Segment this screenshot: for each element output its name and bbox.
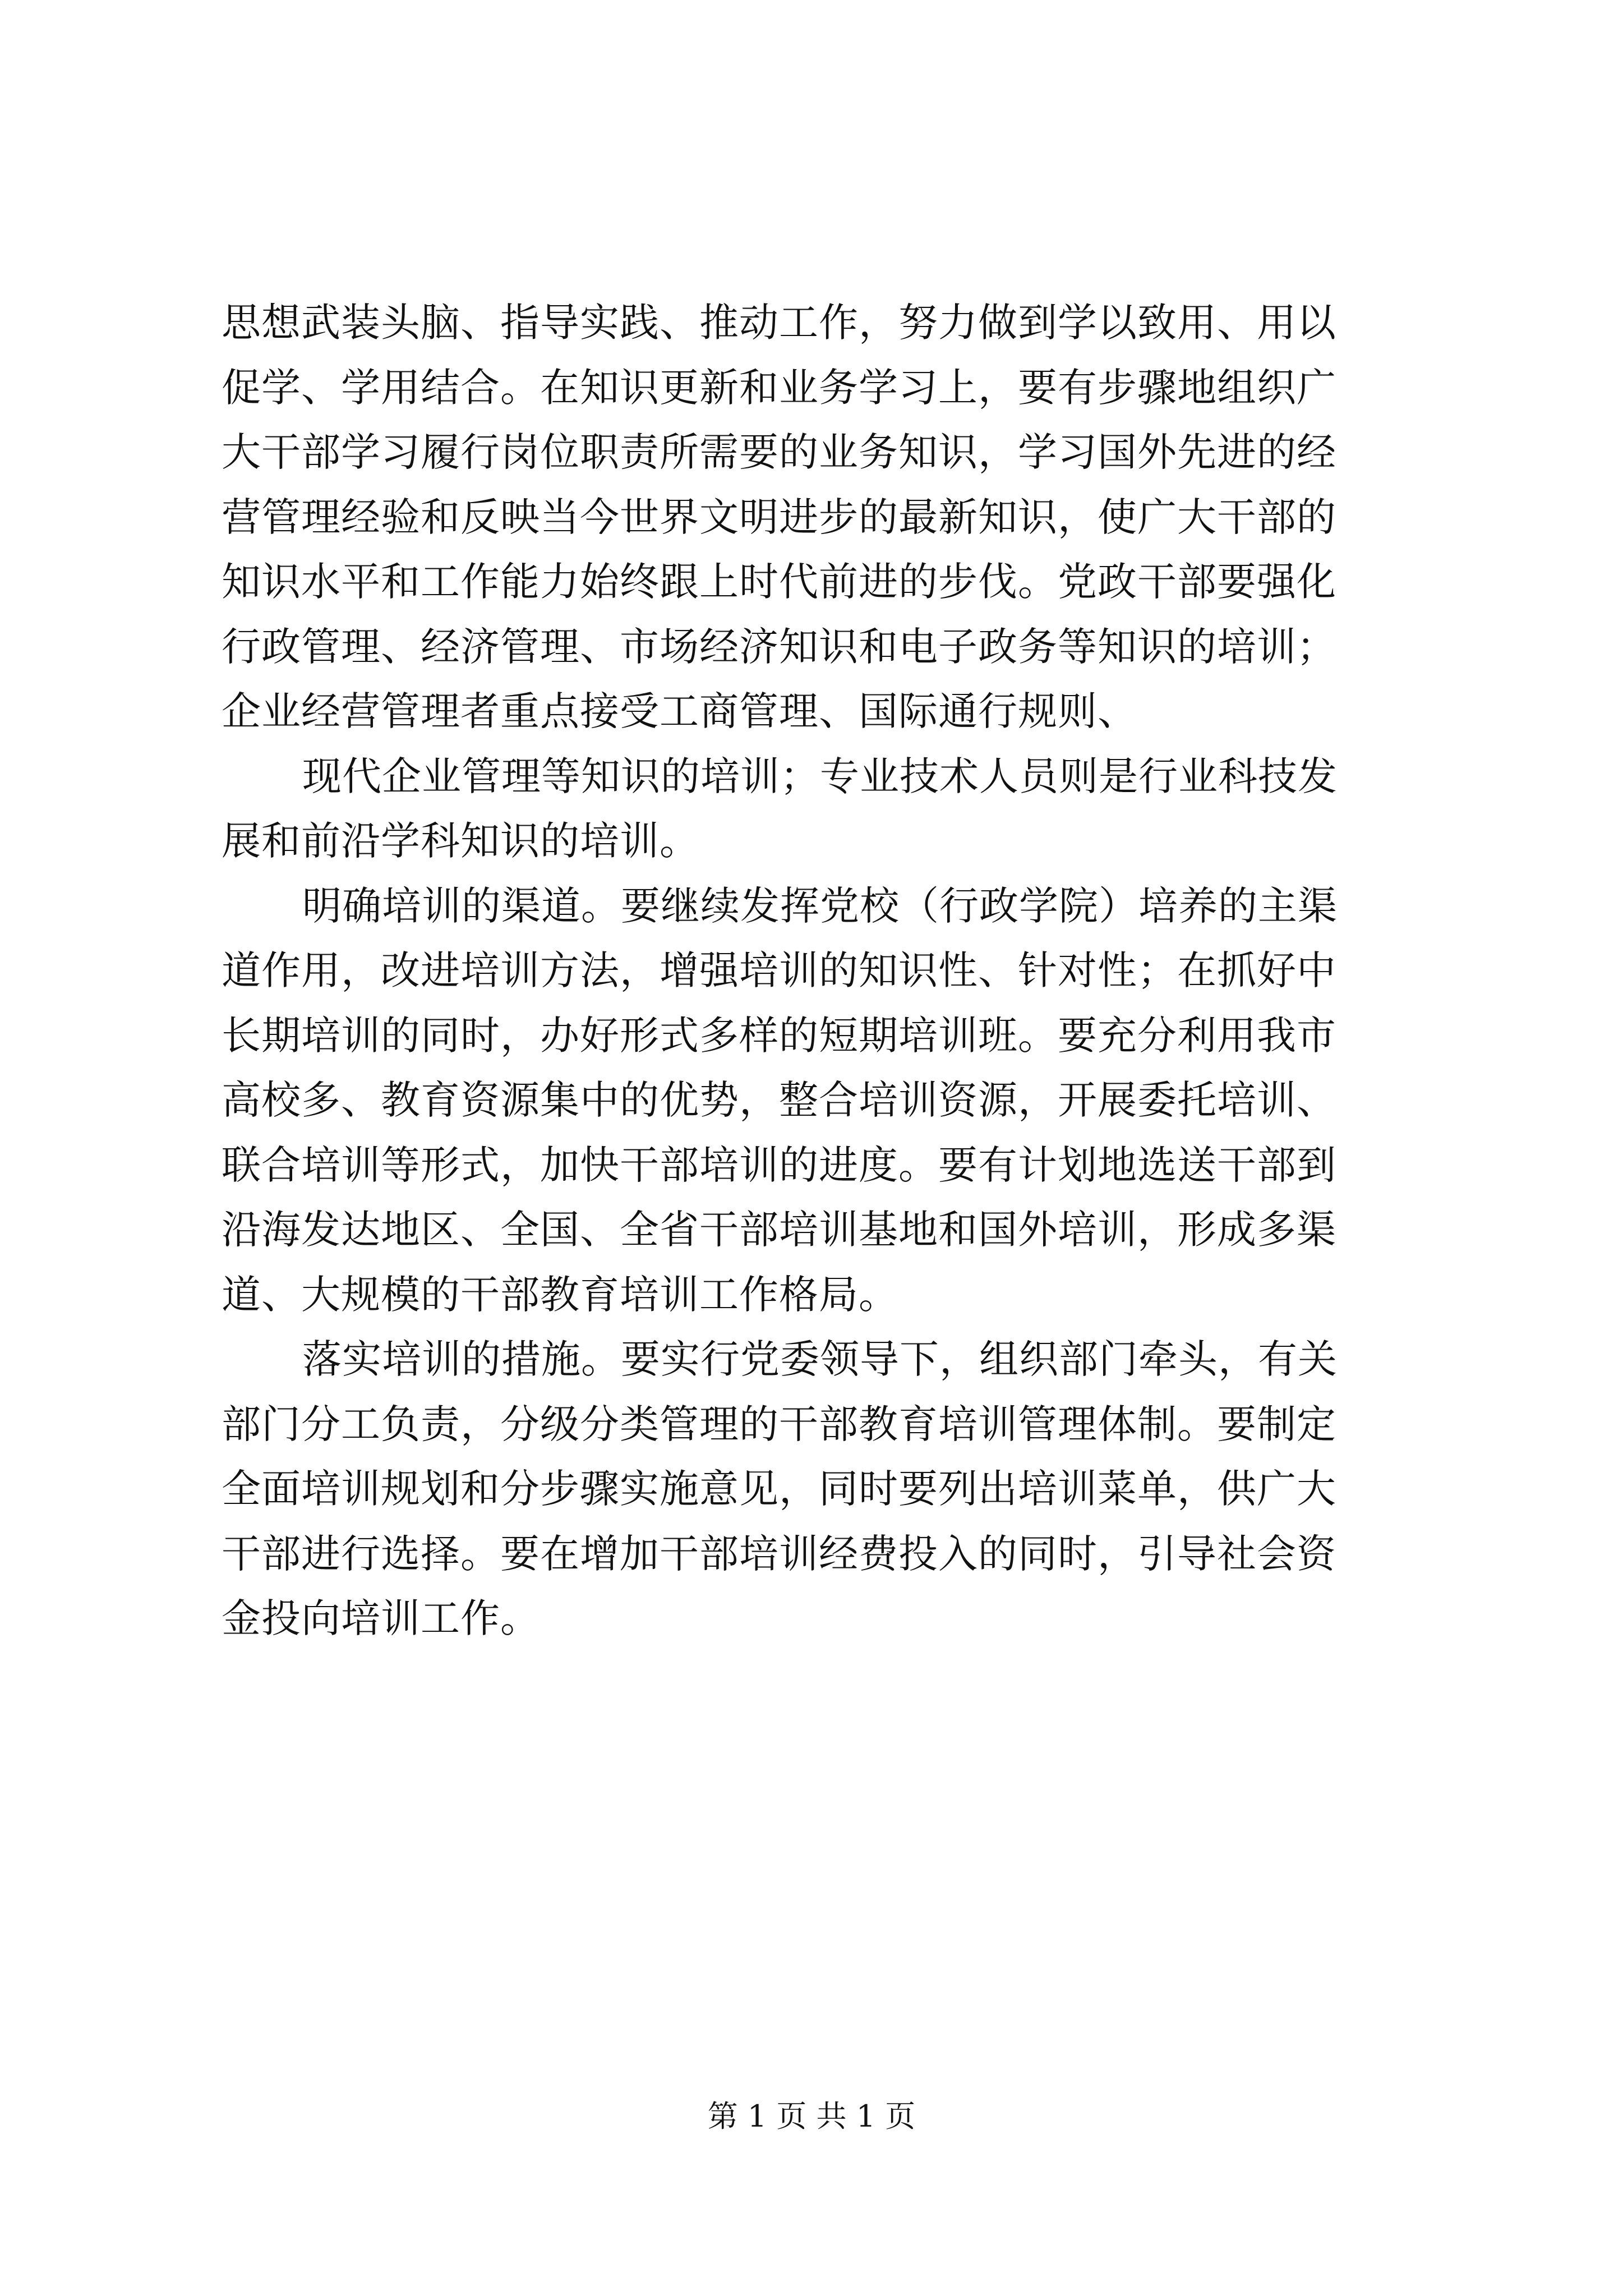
page-footer bbox=[0, 2097, 1623, 2136]
text-line: 干部进行选择。要在增加干部培训经费投入的同时，引导社会资 bbox=[222, 1530, 1336, 1577]
text-line: 营管理经验和反映当今世界文明进步的最新知识，使广大干部的 bbox=[222, 494, 1336, 540]
text-line: 全面培训规划和分步骤实施意见，同时要列出培训菜单，供广大 bbox=[222, 1466, 1336, 1512]
text-line: 道、大规模的干部教育培训工作格局。 bbox=[222, 1271, 898, 1318]
text-line: 思想武装头脑、指导实践、推动工作，努力做到学以致用、用以 bbox=[222, 300, 1336, 346]
text-line: 展和前沿学科知识的培训。 bbox=[222, 818, 699, 864]
paragraph-first-line: 明确培训的渠道。要继续发挥党校（行政学院）培养的主渠 bbox=[302, 882, 1338, 929]
text-line: 金投向培训工作。 bbox=[222, 1595, 540, 1641]
text-line: 知识水平和工作能力始终跟上时代前进的步伐。党政干部要强化 bbox=[222, 559, 1336, 605]
text-line: 行政管理、经济管理、市场经济知识和电子政务等知识的培训； bbox=[222, 623, 1336, 670]
text-line: 沿海发达地区、全国、全省干部培训基地和国外培训，形成多渠 bbox=[222, 1207, 1336, 1253]
text-line: 高校多、教育资源集中的优势，整合培训资源，开展委托培训、 bbox=[222, 1077, 1336, 1123]
text-line: 道作用，改进培训方法，增强培训的知识性、针对性；在抓好中 bbox=[222, 947, 1336, 993]
body-text bbox=[222, 292, 1427, 1653]
text-line: 大干部学习履行岗位职责所需要的业务知识，学习国外先进的经 bbox=[222, 429, 1336, 475]
page-number: 第 1 页 共 1 页 bbox=[707, 2099, 916, 2134]
text-line: 促学、学用结合。在知识更新和业务学习上，要有步骤地组织广 bbox=[222, 364, 1336, 411]
paragraph-first-line: 落实培训的措施。要实行党委领导下，组织部门牵头，有关 bbox=[302, 1336, 1338, 1382]
text-line: 长期培训的同时，办好形式多样的短期培训班。要充分利用我市 bbox=[222, 1012, 1336, 1059]
text-line: 部门分工负责，分级分类管理的干部教育培训管理体制。要制定 bbox=[222, 1401, 1336, 1447]
text-line: 联合培训等形式，加快干部培训的进度。要有计划地选送干部到 bbox=[222, 1142, 1336, 1188]
text-line: 企业经营管理者重点接受工商管理、国际通行规则、 bbox=[222, 688, 1137, 734]
paragraph-first-line: 现代企业管理等知识的培训；专业技术人员则是行业科技发 bbox=[302, 753, 1338, 799]
